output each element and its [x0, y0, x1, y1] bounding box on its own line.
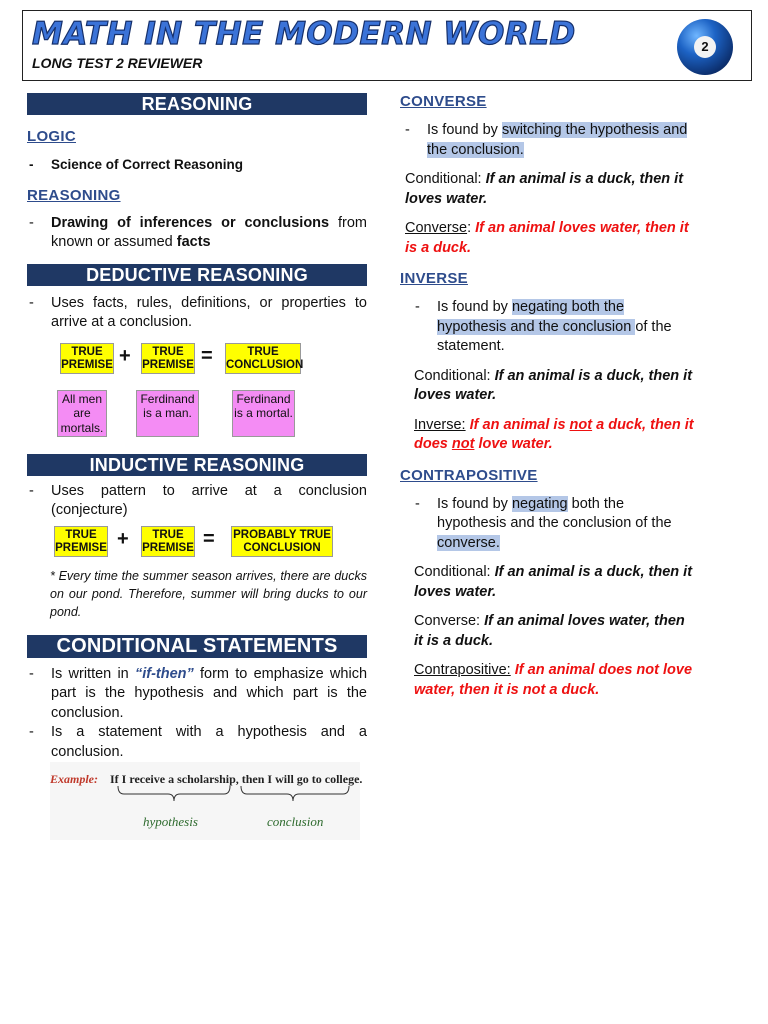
contra-def-highlight-1: negating — [511, 495, 568, 512]
converse-heading: CONVERSE — [400, 93, 487, 110]
right-column — [397, 93, 697, 700]
inverse-heading: INVERSE — [400, 270, 468, 287]
contra-converse — [414, 612, 697, 651]
deductive-definition-text: Uses facts, rules, definitions, or properties to arrive at a conclusion. — [51, 294, 367, 330]
inverse-def-post: of the statement. — [437, 318, 672, 354]
contra-conditional — [414, 563, 697, 602]
billiard-ball-icon — [677, 19, 733, 75]
left-column — [27, 93, 367, 762]
contra-cond-label: Conditional: — [414, 564, 495, 580]
inverse-text-1: If an animal is — [465, 416, 570, 433]
inductive-definition — [27, 482, 367, 521]
inverse-conditional — [414, 367, 697, 406]
converse-cond-text: If an animal is a duck, then it loves water. — [405, 171, 684, 207]
conditional-b2-text: Is a statement with a hypothesis and a conclusion. — [51, 724, 367, 760]
inverse-cond-text: If an animal is a duck, then it loves water. — [414, 367, 693, 403]
contra-conv-text: If an animal loves water, then it is a duck. — [414, 613, 685, 649]
inverse-not-1: not — [569, 416, 593, 433]
logic-definition-text: Science of Correct Reasoning — [51, 157, 244, 172]
reasoning-banner: REASONING — [27, 93, 367, 115]
true-premise-box-1: TRUE PREMISE — [60, 343, 114, 374]
reasoning-definition — [27, 214, 367, 253]
page-subtitle: LONG TEST 2 REVIEWER — [32, 55, 203, 71]
inductive-banner: INDUCTIVE REASONING — [27, 454, 367, 476]
inverse-not-2: not — [451, 436, 475, 452]
converse-cond-label: Conditional: — [405, 171, 486, 187]
deductive-formula — [27, 343, 367, 443]
plus-sign: + — [119, 344, 131, 367]
inverse-label: Inverse: — [414, 416, 466, 433]
conditional-bullet-2 — [27, 723, 367, 762]
true-premise-box-2: TRUE PREMISE — [141, 343, 195, 374]
equals-sign: = — [201, 344, 213, 367]
reasoning-bold-1: Drawing of inferences or conclusions — [51, 214, 330, 231]
converse-conditional — [405, 170, 697, 209]
inductive-example: * Every time the summer season arrives, there are ducks on our pond. Therefore, summer will bring ducks to our pond. — [50, 568, 367, 619]
conditional-banner: CONDITIONAL STATEMENTS — [27, 635, 367, 658]
page-title: MATH IN THE MODERN WORLD — [32, 16, 576, 52]
converse-label: Converse — [405, 220, 468, 236]
converse-def-pre: Is found by — [427, 122, 502, 138]
plus-sign-2: + — [117, 527, 129, 550]
reasoning-heading: REASONING — [27, 186, 121, 204]
contrapositive-heading: CONTRAPOSITIVE — [400, 466, 538, 484]
ball-number: 2 — [694, 36, 716, 58]
inverse-statement — [414, 416, 697, 455]
contra-cond-text: If an animal is a duck, then it loves water. — [414, 564, 693, 600]
true-premise-box-3: TRUE PREMISE — [54, 526, 108, 557]
contrapositive-definition — [413, 495, 697, 554]
true-conclusion-box: TRUE CONCLUSION — [225, 343, 301, 374]
deductive-definition — [27, 294, 367, 333]
contra-def-highlight-2: converse. — [437, 534, 500, 551]
hypothesis-label: hypothesis — [143, 814, 198, 829]
inverse-cond-label: Conditional: — [414, 367, 495, 384]
conditional-b1-pre: Is written in — [51, 665, 135, 682]
converse-definition — [403, 121, 697, 160]
deductive-banner: DEDUCTIVE REASONING — [27, 264, 367, 286]
conclusion-example: Ferdinand is a mortal. — [232, 390, 295, 437]
contrapositive-statement — [414, 661, 697, 700]
inverse-def-highlight: negating both the hypothesis and the conclusion — [437, 299, 636, 335]
inverse-text-3: love water. — [474, 436, 553, 452]
inverse-definition — [413, 298, 697, 357]
example-label: Example: — [50, 772, 98, 786]
probably-true-conclusion-box: PROBABLY TRUE CONCLUSION — [231, 526, 333, 557]
reasoning-bold-2: facts — [176, 234, 211, 250]
equals-sign-2: = — [203, 527, 215, 550]
contra-def-mid: both the hypothesis and the conclusion of the — [437, 495, 672, 531]
conditional-example-figure — [50, 762, 363, 840]
true-premise-box-4: TRUE PREMISE — [141, 526, 195, 557]
example-sentence: If I receive a scholarship, then I will go to college. — [110, 772, 363, 786]
contrapositive-text: If an animal does not love water, then it is not a duck. — [414, 662, 693, 698]
logic-definition — [27, 155, 367, 175]
contrapositive-label: Contrapositive: — [414, 662, 511, 678]
inverse-def-pre: Is found by — [437, 299, 512, 315]
conditional-bullet-1 — [27, 665, 367, 724]
conclusion-label: conclusion — [267, 814, 324, 829]
contra-conv-label: Converse: — [414, 613, 485, 629]
converse-statement — [405, 219, 697, 258]
page-header — [22, 10, 752, 81]
inductive-definition-text: Uses pattern to arrive at a conclusion (conjecture) — [51, 482, 367, 518]
contra-def-pre: Is found by — [437, 495, 512, 512]
inverse-text-2: a duck, then it does — [414, 416, 694, 452]
logic-heading: LOGIC — [27, 128, 76, 145]
inductive-formula — [27, 526, 367, 566]
conditional-b1-em: “if-then” — [134, 665, 194, 682]
converse-text: If an animal loves water, then it is a duck. — [405, 220, 689, 256]
premise-example-2: Ferdinand is a man. — [136, 390, 199, 437]
conditional-b1-post: form to emphasize which part is the hypothesis and which part is the conclusion. — [51, 665, 368, 721]
reasoning-text-1: from known or assumed — [51, 214, 368, 250]
converse-colon: : — [467, 220, 476, 236]
converse-def-highlight: switching the hypothesis and the conclusion. — [427, 122, 688, 158]
premise-example-1: All men are mortals. — [57, 390, 107, 437]
